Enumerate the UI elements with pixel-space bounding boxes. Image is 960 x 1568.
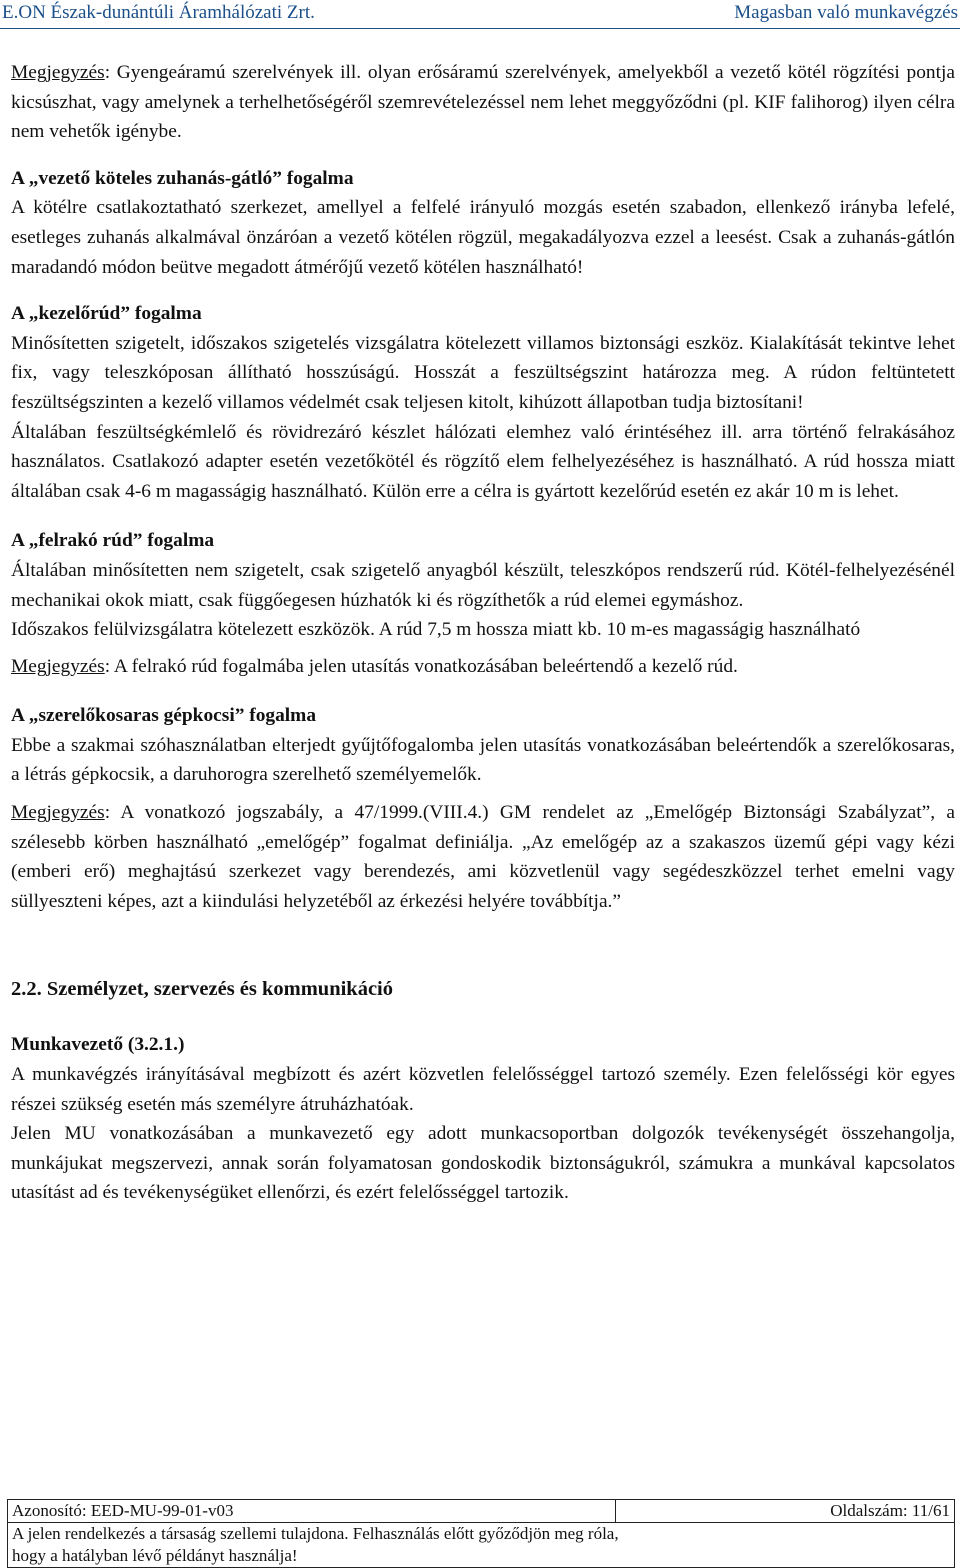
paragraph-zuhanasgatlo: A kötélre csatlakoztatható szerkezet, amellyel a felfelé irányuló mozgás esetén szabadon, ellenkező irányba lefelé, esetleges zuhanás alkalmával önzáróan a vezető kötélen rögzül, megakadályozva ezzel a leesést. Csak a zuhanás-gátlón maradandó módon beütve megadott átmérőjű vezető kötélen használható!: [11, 197, 955, 278]
paragraph-szerelokosaras: Ebbe a szakmai szóhasználatban elterjedt gyűjtőfogalomba jelen utasítás vonatkozásában beleértendők a szerelőkosaras, a létrás gépkocsik, a daruhorogra szerelhető személyemelők.: [11, 734, 955, 786]
section-heading: 2.2. Személyzet, szervezés és kommunikáció: [11, 978, 393, 1001]
paragraph-felrakorud-1: Általában minősítetten nem szigetelt, csak szigetelő anyagból készült, teleszkópos rendszerű rúd. Kötél-felhelyezésénél mechanikai okok miatt, csak függőegesen húzhatók ki és rögzíthetők a rúd elemei egymáshoz.: [11, 559, 955, 611]
footer-page-number: Oldalszám: 11/61: [615, 1500, 954, 1523]
note-paragraph-1: [11, 58, 955, 147]
paragraph-felrakorud-2: Időszakos felülvizsgálatra kötelezett eszközök. A rúd 7,5 m hossza miatt kb. 10 m-es magasságig használható: [11, 619, 861, 641]
footer-notice: [8, 1523, 955, 1568]
note-text: : A vonatkozó jogszabály, a 47/1999.(VIII.4.) GM rendelet az „Emelőgép Biztonsági Szabályzat”, a szélesebb körben használható „emelőgép” fogalmat definiálja. „Az emelőgép az a szakaszos üzemű gépi vagy kézi (emberi erő) meghajtású szerkezet vagy berendezés, ami közvetlenül vagy segédeszközzel terhet emelni vagy süllyeszteni képes, azt a kiindulási helyzetéből az érkezési helyére továbbítja.”: [11, 802, 955, 912]
header-company: E.ON Észak-dunántúli Áramhálózati Zrt.: [2, 2, 315, 23]
paragraph-kezelorud-1: Minősítetten szigetelt, időszakos szigetelés vizsgálatra kötelezett villamos biztonsági eszköz. Kialakítását tekintve lehet fix, vagy teleszkóposan állítható hosszúságú. Hosszát a feszültségszint határozza meg. A rúdon feltüntetett feszültségszinten a kezelő villamos védelmét csak teljesen kitolt, kihúzott állapotban tudja biztosítani!: [11, 332, 955, 413]
note-label: Megjegyzés: [11, 655, 105, 677]
note-text: : A felrakó rúd fogalmába jelen utasítás vonatkozásában beleértendő a kezelő rúd.: [104, 655, 738, 677]
paragraph-kezelorud-2: Általában feszültségkémlelő és rövidrezáró készlet hálózati elemhez való érintéséhez ill. arra történő felrakásához használatos. Csatlakozó adapter esetén vezetőkötél és rögzítő elem felhelyezéséhez is használható. A rúd hossza miatt általában csak 4-6 m magasságig használható. Külön erre a célra is gyártott kezelőrúd esetén ez akár 10 m is lehet.: [11, 421, 955, 502]
heading-szerelokosaras: A „szerelőkosaras gépkocsi” fogalma: [11, 705, 317, 727]
heading-kezelorud: A „kezelőrúd” fogalma: [11, 303, 202, 325]
note-paragraph-2: [11, 652, 955, 682]
paragraph-munkavezeto-1: A munkavégzés irányításával megbízott és azért közvetlen felelősséggel tartozó személy. Ezen felelősségi kör egyes részei szükség esetén más személyre átruházhatóak.: [11, 1064, 955, 1115]
header-topic: Magasban való munkavégzés: [734, 2, 958, 23]
heading-zuhanasgatlo: A „vezető köteles zuhanás-gátló” fogalma: [11, 167, 354, 189]
note-text: : Gyengeáramú szerelvények ill. olyan erősáramú szerelvények, amelyekből a vezető kötél rögzítési pontja kicsúszhat, vagy amelynek a terhelhetőségéről szemrevételezéssel nem lehet meggyőződni (pl. KIF falihorog) ilyen célra nem vehetők igénybe.: [11, 62, 955, 143]
paragraph-munkavezeto-2: Jelen MU vonatkozásában a munkavezető egy adott munkacsoportban dolgozók tevékenységét összehangolja, munkájukat megszervezi, annak során folyamatosan gondoskodik biztonságukról, számukra a munkával kapcsolatos utasítást ad és tevékenységüket ellenőrzi, és ezért felelősséggel tartozik.: [11, 1123, 955, 1204]
page-header: [0, 0, 960, 29]
footer-notice-line-1: A jelen rendelkezés a társaság szellemi tulajdona. Felhasználás előtt győződjön meg róla,: [12, 1524, 619, 1543]
footer-identifier: Azonosító: EED-MU-99-01-v03: [8, 1500, 616, 1523]
page-footer: [7, 1499, 955, 1568]
heading-felrakorud: A „felrakó rúd” fogalma: [11, 530, 215, 552]
footer-notice-line-2: hogy a hatályban lévő példányt használja!: [12, 1546, 298, 1565]
note-label: Megjegyzés: [11, 802, 105, 824]
note-paragraph-3: [11, 798, 955, 916]
document-body: [11, 58, 955, 1208]
note-label: Megjegyzés: [11, 62, 105, 83]
heading-munkavezeto: Munkavezető (3.2.1.): [11, 1034, 185, 1056]
